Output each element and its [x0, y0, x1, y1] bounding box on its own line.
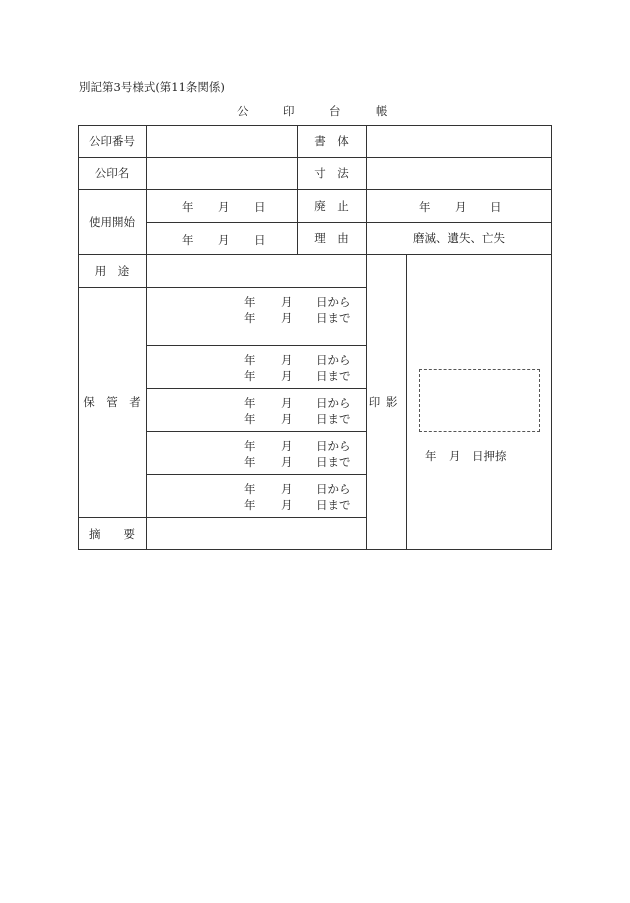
col-divider [146, 125, 147, 550]
title-char: 帳 [376, 104, 388, 118]
custodian-label: 保 管 者 [83, 395, 141, 409]
day-unit: 日 [254, 233, 266, 247]
seal-number-label: 公印番号 [89, 134, 135, 148]
year-unit: 年 [182, 233, 194, 247]
reason-label: 理 由 [314, 231, 349, 245]
summary-label: 摘 要 [89, 526, 135, 541]
custodian-period: 年 月 日から 年 月 日まで [244, 396, 351, 426]
year-unit: 年 [182, 200, 194, 214]
row-divider [146, 474, 366, 475]
col-divider [406, 254, 407, 550]
day-unit: 日 [254, 200, 266, 214]
abolition-label: 廃 止 [314, 198, 349, 213]
form-number: 別記第3号様式(第11条関係) [79, 80, 225, 94]
seal-name-label: 公印名 [94, 166, 130, 180]
year-unit: 年 [425, 449, 437, 463]
reason-value: 磨滅、遺失、亡失 [413, 231, 505, 245]
title-char: 印 [283, 104, 295, 118]
month-unit: 月 [218, 233, 230, 247]
purpose-label: 用 途 [94, 263, 130, 278]
custodian-period: 年 月 日から 年 月 日まで [244, 482, 351, 512]
day-unit: 日 [490, 200, 502, 214]
month-unit: 月 [455, 200, 467, 214]
row-divider [146, 345, 366, 346]
title-char: 台 [329, 104, 341, 118]
year-unit: 年 [419, 200, 431, 214]
custodian-period: 年 月 日から 年 月 日まで [244, 295, 351, 325]
custodian-period: 年 月 日から 年 月 日まで [244, 353, 351, 383]
seal-impression-label: 印影 [368, 395, 404, 409]
stamp-area [419, 369, 540, 432]
typeface-label: 書 体 [314, 134, 349, 148]
title-char: 公 [237, 104, 249, 118]
row-divider [78, 254, 552, 255]
row-divider [146, 431, 366, 432]
row-divider [146, 388, 366, 389]
start-of-use-label: 使用開始 [89, 214, 135, 229]
day-stamped-unit: 日押捺 [472, 449, 507, 463]
custodian-period: 年 月 日から 年 月 日まで [244, 439, 351, 469]
month-unit: 月 [218, 200, 230, 214]
month-unit: 月 [449, 449, 461, 463]
dimensions-label: 寸 法 [314, 166, 349, 180]
